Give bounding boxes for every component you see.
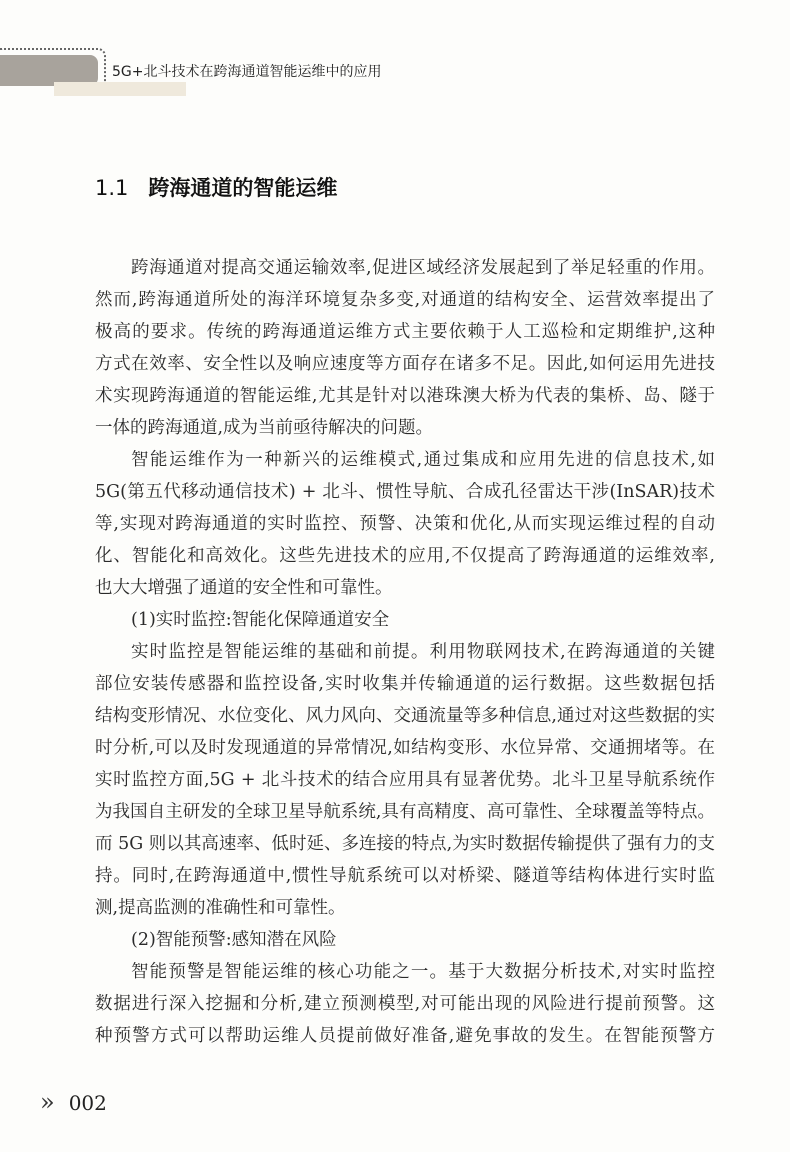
paragraph [95, 444, 715, 604]
section-number: 1.1 [95, 176, 129, 200]
section-heading [95, 172, 337, 202]
text-line: 方式在效率、安全性以及响应速度等方面存在诸多不足。因此,如何运用先进技 [95, 354, 715, 374]
text-line: 部位安装传感器和监控设备,实时收集并传输通道的运行数据。这些数据包括 [95, 674, 715, 694]
paragraph [95, 636, 715, 924]
text-line: 智能预警是智能运维的核心功能之一。基于大数据分析技术,对实时监控 [131, 962, 715, 982]
paragraph [95, 604, 715, 636]
text-line: 实时监控方面,5G + 北斗技术的结合应用具有显著优势。北斗卫星导航系统作 [95, 770, 715, 790]
text-line: 智能运维作为一种新兴的运维模式,通过集成和应用先进的信息技术,如 [131, 450, 715, 470]
section-title: 跨海通道的智能运维 [148, 176, 338, 200]
text-line: 结构变形情况、水位变化、风力风向、交通流量等多种信息,通过对这些数据的实 [95, 706, 715, 726]
paragraph [95, 252, 715, 444]
text-line: 极高的要求。传统的跨海通道运维方式主要依赖于人工巡检和定期维护,这种 [95, 322, 715, 342]
text-line: 也大大增强了通道的安全性和可靠性。 [95, 578, 393, 598]
header-strip-decoration [54, 82, 186, 96]
text-line: 术实现跨海通道的智能运维,尤其是针对以港珠澳大桥为代表的集桥、岛、隧于 [95, 386, 715, 406]
text-line: 数据进行深入挖掘和分析,建立预测模型,对可能出现的风险进行提前预警。这 [95, 994, 715, 1014]
page-number: 002 [68, 1091, 107, 1115]
double-chevron-icon: » [40, 1088, 55, 1116]
text-line: (2)智能预警:感知潜在风险 [131, 930, 337, 950]
text-line: 5G(第五代移动通信技术) + 北斗、惯性导航、合成孔径雷达干涉(InSAR)技术 [95, 482, 715, 502]
text-line: 一体的跨海通道,成为当前亟待解决的问题。 [95, 418, 434, 438]
text-line: 化、智能化和高效化。这些先进技术的应用,不仅提高了跨海通道的运维效率, [95, 546, 715, 566]
text-line: 等,实现对跨海通道的实时监控、预警、决策和优化,从而实现运维过程的自动 [95, 514, 715, 534]
text-line: (1)实时监控:智能化保障通道安全 [131, 610, 390, 630]
text-line: 为我国自主研发的全球卫星导航系统,具有高精度、高可靠性、全球覆盖等特点。 [95, 802, 715, 822]
text-line: 实时监控是智能运维的基础和前提。利用物联网技术,在跨海通道的关键 [131, 642, 715, 662]
text-line: 测,提高监测的准确性和可靠性。 [95, 898, 346, 918]
page-footer [40, 1088, 107, 1116]
text-line: 然而,跨海通道所处的海洋环境复杂多变,对通道的结构安全、运营效率提出了 [95, 290, 715, 310]
paragraph [95, 924, 715, 956]
text-line: 时分析,可以及时发现通道的异常情况,如结构变形、水位异常、交通拥堵等。在 [95, 738, 715, 758]
body-text [95, 252, 715, 1052]
text-line: 持。同时,在跨海通道中,惯性导航系统可以对桥梁、隧道等结构体进行实时监 [95, 866, 715, 886]
running-header: 5G+北斗技术在跨海通道智能运维中的应用 [112, 64, 382, 80]
text-line: 而 5G 则以其高速率、低时延、多连接的特点,为实时数据传输提供了强有力的支 [95, 834, 715, 854]
text-line: 种预警方式可以帮助运维人员提前做好准备,避免事故的发生。在智能预警方 [95, 1026, 715, 1046]
paragraph [95, 956, 715, 1052]
text-line: 跨海通道对提高交通运输效率,促进区域经济发展起到了举足轻重的作用。 [131, 258, 715, 278]
